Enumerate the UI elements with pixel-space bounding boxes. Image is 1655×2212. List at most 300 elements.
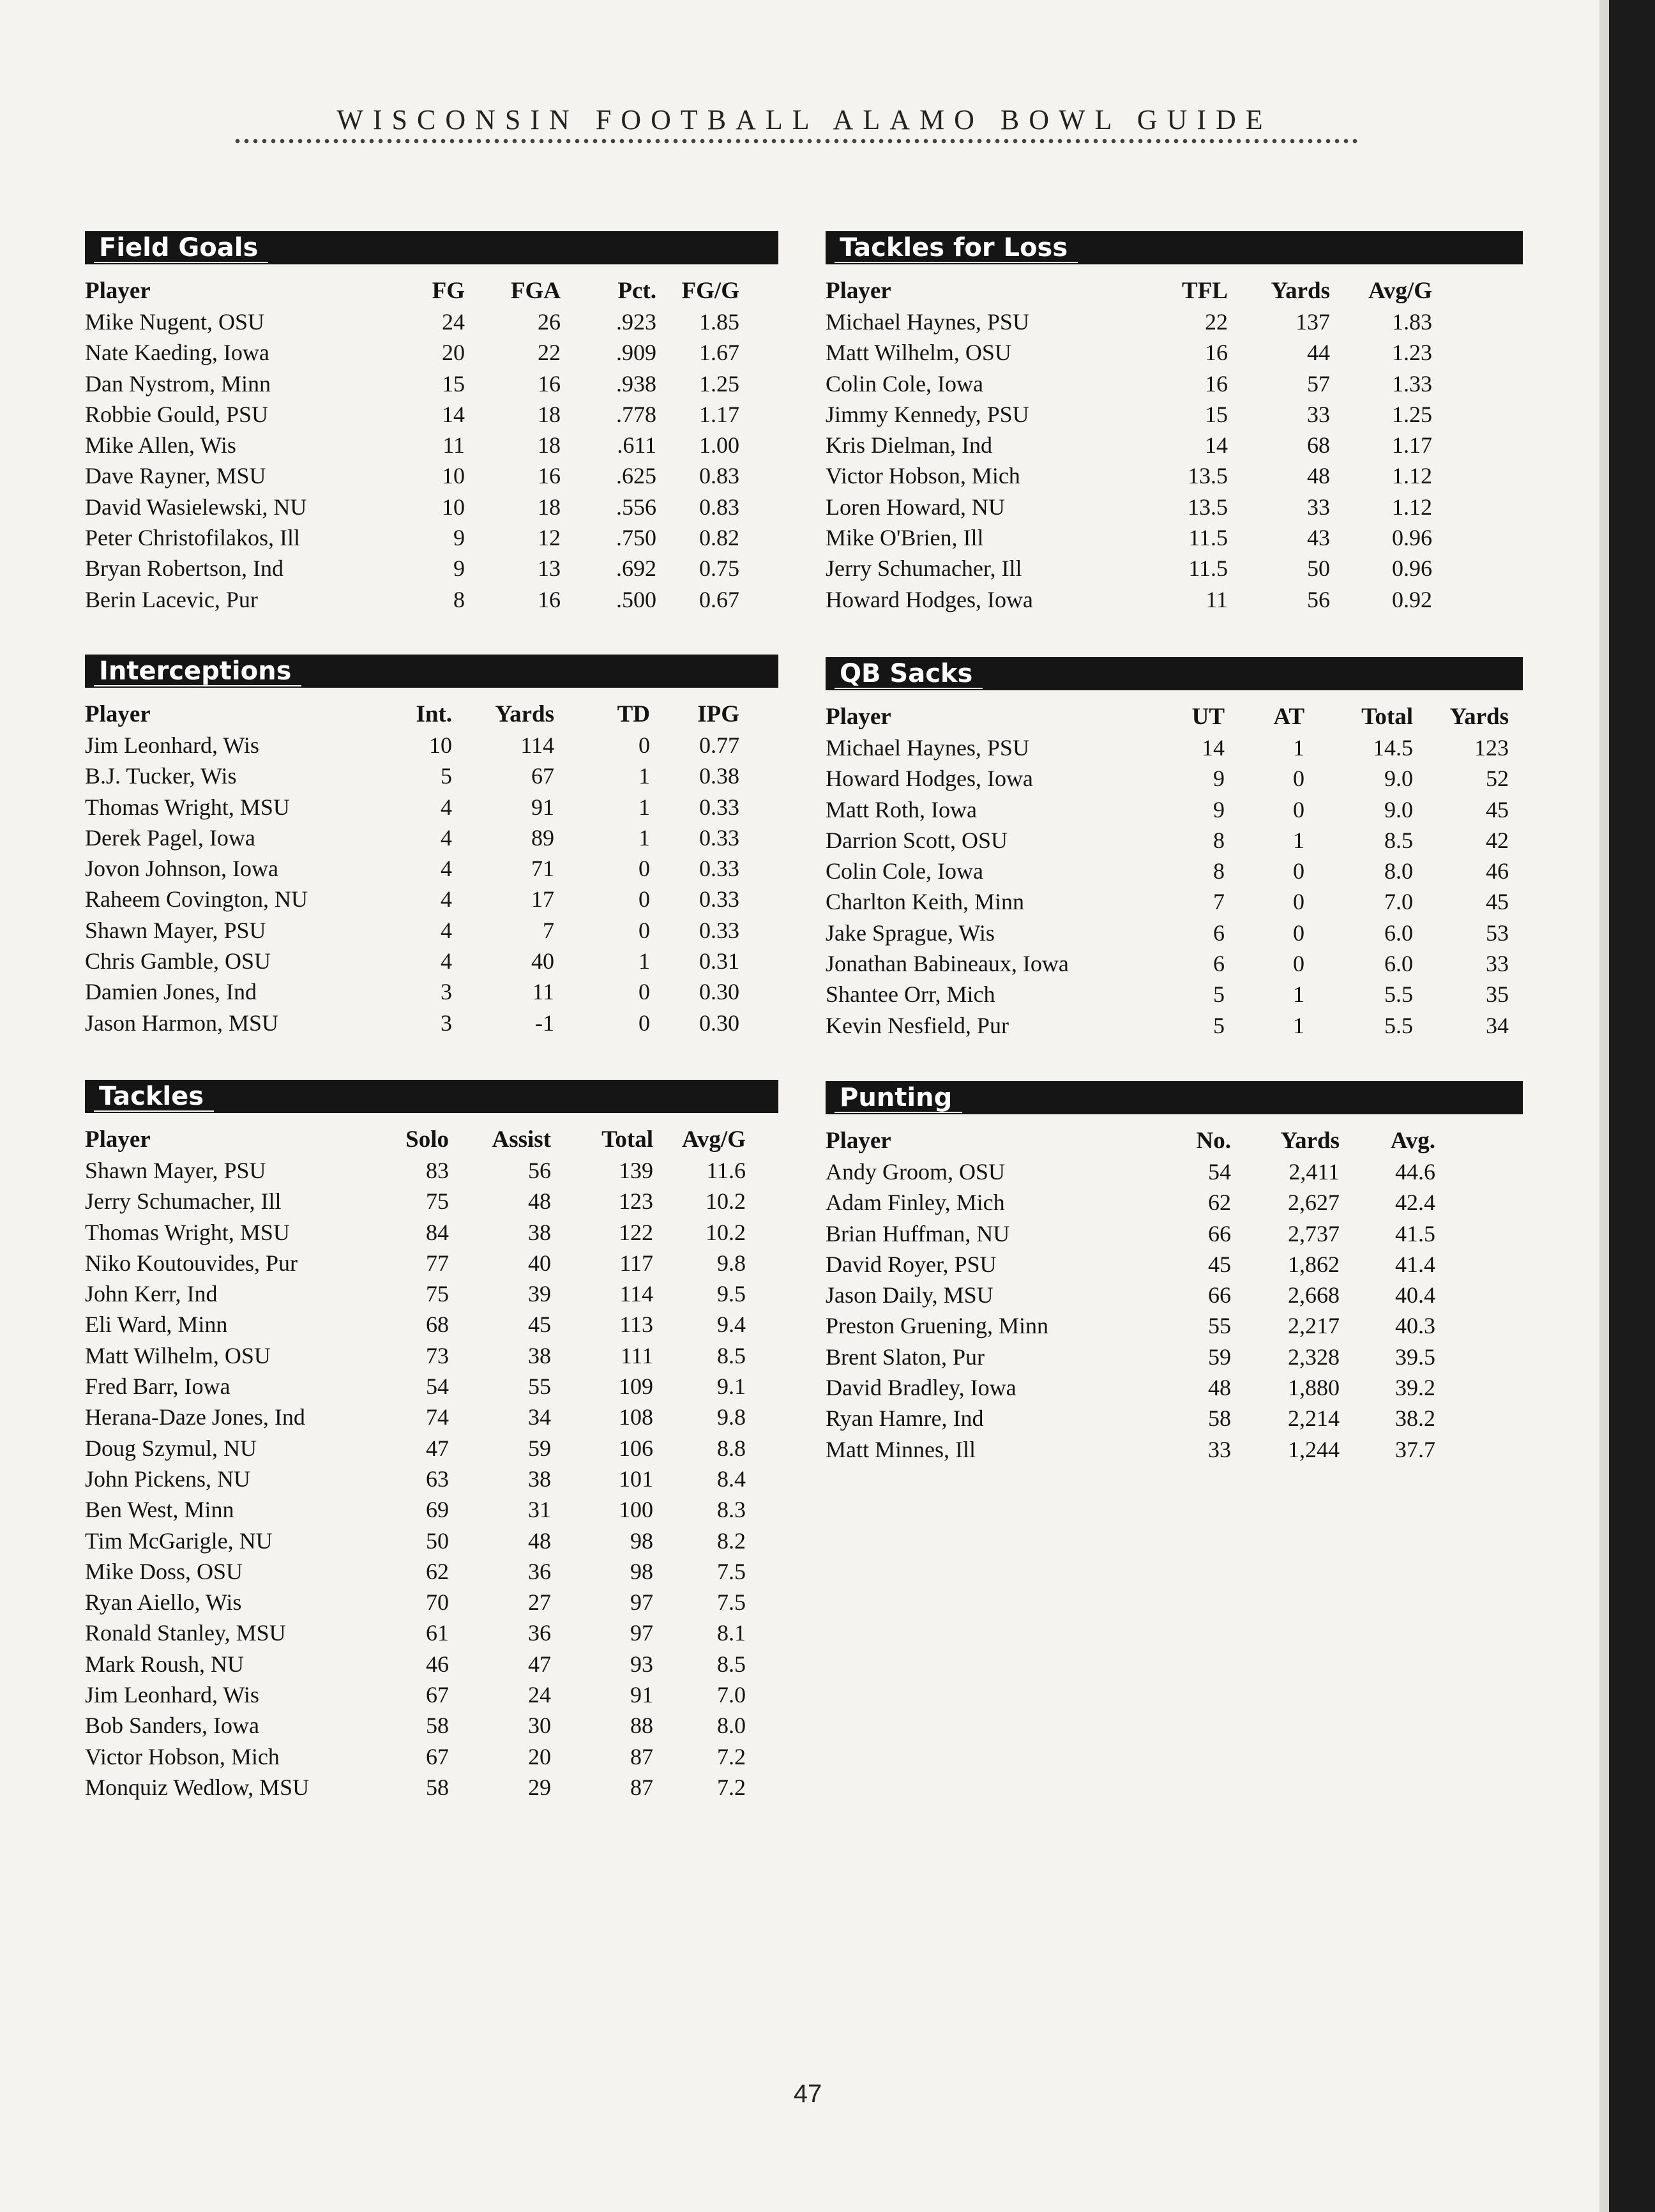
player-name-cell: Dave Rayner, MSU	[85, 463, 266, 489]
stat-cell: 52	[1486, 766, 1509, 792]
stat-cell: 22	[1205, 309, 1228, 335]
player-name-cell: Darrion Scott, OSU	[826, 827, 1008, 853]
stat-cell: 38	[528, 1342, 551, 1368]
stat-cell: 91	[531, 794, 554, 820]
stat-cell: 48	[1307, 463, 1330, 489]
stat-cell: 62	[1208, 1190, 1231, 1216]
player-name-cell: Jason Harmon, MSU	[85, 1010, 278, 1036]
stat-cell: 17	[531, 886, 554, 913]
player-name-cell: Thomas Wright, MSU	[85, 1219, 290, 1245]
stat-cell: 0	[639, 732, 650, 758]
stat-cell: 46	[1486, 858, 1509, 884]
stat-cell: 39	[528, 1281, 551, 1307]
table-row	[85, 1402, 746, 1432]
stat-cell: 106	[619, 1435, 653, 1461]
stat-cell: .611	[617, 432, 656, 458]
stat-cell: 55	[528, 1374, 551, 1400]
table-row	[85, 553, 739, 584]
stat-cell: 66	[1208, 1282, 1231, 1308]
stat-cell: 9.4	[717, 1312, 746, 1338]
stat-cell: 24	[442, 309, 465, 335]
stat-cell: 109	[619, 1374, 653, 1400]
stat-cell: 7.0	[1384, 889, 1413, 915]
stat-cell: 2,411	[1288, 1159, 1340, 1185]
stat-cell: 10.2	[706, 1219, 746, 1245]
table-row	[826, 337, 1432, 368]
table-row	[826, 553, 1432, 584]
stat-cell: 1	[1293, 981, 1304, 1008]
stat-cell: 1	[1293, 735, 1304, 761]
stat-cell: 0.30	[699, 979, 739, 1005]
table-row	[85, 368, 739, 399]
page-number: 47	[793, 2080, 822, 2108]
stat-cell: 12	[538, 525, 561, 551]
table-header-row	[826, 273, 1432, 307]
stat-cell: 14	[1205, 432, 1228, 458]
table-row	[85, 1772, 746, 1803]
punting-table	[826, 1123, 1435, 1465]
stat-cell: 67	[426, 1682, 449, 1708]
stat-cell: 3	[441, 1010, 452, 1036]
table-row	[85, 1186, 746, 1216]
stat-cell: 1.25	[699, 370, 739, 397]
stat-cell: 91	[630, 1682, 653, 1708]
stat-cell: 9	[1213, 796, 1225, 822]
stat-cell: 9.8	[717, 1250, 746, 1276]
player-name-cell: Adam Finley, Mich	[826, 1190, 1005, 1216]
table-row	[85, 584, 739, 615]
player-name-cell: John Pickens, NU	[85, 1466, 250, 1492]
player-name-cell: Shawn Mayer, PSU	[85, 1158, 266, 1183]
stat-cell: 1.17	[1392, 432, 1432, 458]
table-row	[826, 399, 1432, 430]
table-row	[826, 1342, 1435, 1372]
stat-cell: 7.2	[717, 1743, 746, 1769]
stat-cell: 59	[1208, 1344, 1231, 1370]
table-row	[85, 1526, 746, 1556]
running-header: WISCONSIN FOOTBALL ALAMO BOWL GUIDE	[336, 104, 1273, 135]
dotted-rule	[233, 137, 1361, 147]
stat-cell: 0.92	[1392, 586, 1432, 612]
player-name-cell: Jonathan Babineaux, Iowa	[826, 951, 1069, 977]
column-header: TD	[617, 701, 650, 727]
player-name-cell: Bob Sanders, Iowa	[85, 1713, 259, 1739]
column-header: Total	[1361, 703, 1413, 730]
stat-cell: 0	[1293, 889, 1304, 915]
stat-cell: 1.25	[1392, 401, 1432, 427]
player-name-cell: Michael Haynes, PSU	[826, 735, 1029, 761]
table-row	[85, 946, 739, 976]
table-row	[85, 1649, 746, 1679]
player-name-cell: Robbie Gould, PSU	[85, 401, 269, 427]
stat-cell: 16	[1205, 340, 1228, 366]
stat-cell: 5.5	[1384, 981, 1413, 1008]
stat-cell: 71	[531, 856, 554, 882]
stat-cell: 87	[630, 1774, 653, 1800]
table-row	[85, 522, 739, 553]
table-row	[85, 1309, 746, 1340]
player-name-cell: Ben West, Minn	[85, 1497, 234, 1523]
table-row	[826, 948, 1509, 979]
stat-cell: 0.75	[699, 556, 739, 582]
player-name-cell: Berin Lacevic, Pur	[85, 586, 258, 612]
stat-cell: 83	[426, 1158, 449, 1183]
stat-cell: 20	[528, 1743, 551, 1769]
column-header: Avg/G	[1368, 277, 1432, 304]
column-header: FGA	[510, 277, 561, 304]
section-title-bar	[826, 1081, 1523, 1114]
player-name-cell: Fred Barr, Iowa	[85, 1374, 230, 1400]
table-row	[85, 976, 739, 1007]
column-header: Player	[85, 701, 151, 727]
column-header: Avg/G	[681, 1126, 746, 1153]
stat-cell: 5.5	[1384, 1012, 1413, 1038]
column-header: No.	[1196, 1127, 1231, 1154]
stat-cell: 8.0	[717, 1713, 746, 1739]
stat-cell: 5	[1213, 981, 1225, 1008]
table-row	[85, 1371, 746, 1402]
stat-cell: 8.8	[717, 1435, 746, 1461]
stat-cell: 6	[1213, 951, 1225, 977]
stat-cell: 9.0	[1384, 796, 1413, 822]
stat-cell: 97	[630, 1620, 653, 1646]
table-row	[85, 853, 739, 884]
stat-cell: 75	[426, 1281, 449, 1307]
table-row	[826, 763, 1509, 794]
stat-cell: 30	[528, 1713, 551, 1739]
stat-cell: 98	[630, 1558, 653, 1584]
stat-cell: 2,737	[1288, 1220, 1340, 1246]
stat-cell: 47	[528, 1651, 551, 1677]
table-row	[85, 1556, 746, 1587]
player-name-cell: David Royer, PSU	[826, 1251, 997, 1277]
player-name-cell: Kevin Nesfield, Pur	[826, 1012, 1009, 1038]
stat-cell: 2,328	[1288, 1344, 1340, 1370]
stat-cell: 42	[1486, 827, 1509, 853]
tackles-table	[85, 1122, 746, 1803]
stat-cell: 123	[619, 1188, 653, 1215]
stat-cell: 0	[1293, 920, 1304, 946]
interceptions-table	[85, 697, 739, 1038]
stat-cell: 0	[1293, 796, 1304, 822]
stat-cell: 2,217	[1288, 1313, 1340, 1339]
stat-cell: 11.5	[1188, 525, 1228, 551]
player-name-cell: Bryan Robertson, Ind	[85, 556, 283, 582]
stat-cell: 0	[639, 917, 650, 943]
stat-cell: 7	[543, 917, 554, 943]
stat-cell: 10	[442, 494, 465, 520]
stat-cell: 56	[528, 1158, 551, 1183]
stat-cell: 0.83	[699, 463, 739, 489]
stat-cell: 4	[441, 917, 452, 943]
player-name-cell: Herana-Daze Jones, Ind	[85, 1404, 305, 1430]
stat-cell: 58	[1208, 1405, 1231, 1432]
stat-cell: 45	[1486, 889, 1509, 915]
stat-cell: 6.0	[1384, 951, 1413, 977]
table-header-row	[85, 1122, 746, 1155]
stat-cell: 0	[639, 1010, 650, 1036]
table-row	[85, 1741, 746, 1772]
player-name-cell: Colin Cole, Iowa	[826, 858, 983, 884]
table-row	[826, 1218, 1435, 1249]
stat-cell: 11.5	[1188, 556, 1228, 582]
stat-cell: 0.96	[1392, 556, 1432, 582]
column-header: Yards	[1271, 277, 1330, 304]
section-title: Tackles	[94, 1082, 214, 1112]
player-name-cell: Kris Dielman, Ind	[826, 432, 992, 458]
stat-cell: 75	[426, 1188, 449, 1215]
stat-cell: 0.30	[699, 1010, 739, 1036]
stat-cell: 41.5	[1395, 1220, 1435, 1246]
stat-cell: 0.77	[699, 732, 739, 758]
stat-cell: 1.17	[699, 401, 739, 427]
stat-cell: 55	[1208, 1313, 1231, 1339]
table-row	[85, 492, 739, 522]
page-edge	[1599, 0, 1609, 2212]
player-name-cell: Michael Haynes, PSU	[826, 309, 1029, 335]
stat-cell: 38	[528, 1466, 551, 1492]
player-name-cell: Derek Pagel, Iowa	[85, 824, 255, 851]
stat-cell: 50	[1307, 556, 1330, 582]
stat-cell: .625	[616, 463, 656, 489]
column-header: Int.	[416, 701, 452, 727]
stat-cell: 8.4	[717, 1466, 746, 1492]
table-row	[85, 1587, 746, 1617]
player-name-cell: Jason Daily, MSU	[826, 1282, 994, 1308]
stat-cell: 31	[528, 1497, 551, 1523]
table-row	[826, 460, 1432, 491]
player-name-cell: Matt Roth, Iowa	[826, 796, 977, 822]
stat-cell: 0.33	[699, 886, 739, 913]
stat-cell: 73	[426, 1342, 449, 1368]
column-header: Yards	[1449, 703, 1509, 730]
table-row	[85, 1155, 746, 1186]
stat-cell: 1	[639, 948, 650, 974]
player-name-cell: Loren Howard, NU	[826, 494, 1005, 520]
stat-cell: 8.5	[717, 1342, 746, 1368]
stat-cell: 20	[442, 340, 465, 366]
stat-cell: 33	[1208, 1436, 1231, 1462]
stat-cell: 5	[1213, 1012, 1225, 1038]
player-name-cell: Mike Doss, OSU	[85, 1558, 243, 1584]
stat-cell: 44	[1307, 340, 1330, 366]
column-header: UT	[1191, 703, 1225, 730]
stat-cell: 0	[639, 979, 650, 1005]
column-header: FG	[432, 277, 465, 304]
column-header: Player	[826, 1127, 891, 1154]
stat-cell: 101	[619, 1466, 653, 1492]
table-row	[826, 368, 1432, 399]
stat-cell: 40	[531, 948, 554, 974]
table-row	[826, 794, 1509, 825]
stat-cell: 9.1	[717, 1374, 746, 1400]
player-name-cell: Matt Wilhelm, OSU	[826, 340, 1011, 366]
table-row	[85, 1340, 746, 1371]
stat-cell: .923	[616, 309, 656, 335]
stat-cell: 1.12	[1392, 463, 1432, 489]
stat-cell: 117	[619, 1250, 653, 1276]
table-row	[826, 522, 1432, 553]
stat-cell: 33	[1486, 951, 1509, 977]
stat-cell: 18	[538, 432, 561, 458]
stat-cell: 7.2	[717, 1774, 746, 1800]
stat-cell: 2,668	[1288, 1282, 1340, 1308]
table-row	[826, 1249, 1435, 1280]
stat-cell: 54	[1208, 1159, 1231, 1185]
stat-cell: 48	[528, 1188, 551, 1215]
player-name-cell: Tim McGarigle, NU	[85, 1527, 273, 1554]
table-row	[826, 492, 1432, 522]
stat-cell: 11	[1205, 586, 1228, 612]
stat-cell: 0	[639, 856, 650, 882]
stat-cell: 88	[630, 1713, 653, 1739]
column-header: IPG	[697, 701, 739, 727]
stat-cell: 7.5	[717, 1589, 746, 1616]
stat-cell: 58	[426, 1713, 449, 1739]
stat-cell: 69	[426, 1497, 449, 1523]
stat-cell: 1,244	[1288, 1436, 1340, 1462]
stat-cell: 4	[441, 824, 452, 851]
stat-cell: 11.6	[706, 1158, 746, 1183]
stat-cell: 8	[453, 586, 465, 612]
stat-cell: 39.5	[1395, 1344, 1435, 1370]
table-row	[826, 1310, 1435, 1341]
stat-cell: 6	[1213, 920, 1225, 946]
table-row	[85, 430, 739, 460]
stat-cell: 14.5	[1373, 735, 1413, 761]
stat-cell: 9	[1213, 766, 1225, 792]
stat-cell: 0	[639, 886, 650, 913]
stat-cell: 1.83	[1392, 309, 1432, 335]
section-title: QB Sacks	[835, 660, 983, 689]
player-name-cell: John Kerr, Ind	[85, 1281, 218, 1307]
stat-cell: .556	[616, 494, 656, 520]
stat-cell: 9.8	[717, 1404, 746, 1430]
section-title-bar	[85, 231, 778, 264]
player-name-cell: Andy Groom, OSU	[826, 1159, 1006, 1185]
table-row	[826, 1403, 1435, 1434]
table-row	[85, 792, 739, 822]
stat-cell: 34	[1486, 1012, 1509, 1038]
stat-cell: 53	[1486, 920, 1509, 946]
stat-cell: 4	[441, 948, 452, 974]
punting-section	[826, 1081, 1523, 1465]
stat-cell: .778	[616, 401, 656, 427]
column-header: TFL	[1182, 277, 1228, 304]
player-name-cell: Howard Hodges, Iowa	[826, 766, 1033, 792]
player-name-cell: Charlton Keith, Minn	[826, 889, 1024, 915]
stat-cell: 9	[453, 525, 465, 551]
table-row	[826, 1156, 1435, 1187]
stat-cell: 48	[528, 1527, 551, 1554]
player-name-cell: Victor Hobson, Mich	[826, 463, 1020, 489]
table-row	[826, 1187, 1435, 1218]
player-name-cell: Ryan Aiello, Wis	[85, 1589, 242, 1616]
player-name-cell: David Wasielewski, NU	[85, 494, 307, 520]
player-name-cell: Shantee Orr, Mich	[826, 981, 995, 1008]
player-name-cell: Jake Sprague, Wis	[826, 920, 995, 946]
stat-cell: 1,862	[1288, 1251, 1340, 1277]
stat-cell: 27	[528, 1589, 551, 1616]
player-name-cell: Preston Gruening, Minn	[826, 1313, 1048, 1339]
stat-cell: 8.3	[717, 1497, 746, 1523]
player-name-cell: Jim Leonhard, Wis	[85, 732, 259, 758]
stat-cell: 18	[538, 401, 561, 427]
stat-cell: 8.5	[717, 1651, 746, 1677]
stat-cell: 16	[538, 463, 561, 489]
stat-cell: 68	[426, 1312, 449, 1338]
qb-sacks-table	[826, 699, 1509, 1041]
stat-cell: 46	[426, 1651, 449, 1677]
stat-cell: 38.2	[1395, 1405, 1435, 1432]
stat-cell: 1	[639, 794, 650, 820]
section-title: Interceptions	[94, 657, 301, 686]
stat-cell: 2,214	[1288, 1405, 1340, 1432]
table-row	[826, 732, 1509, 763]
stat-cell: 41.4	[1395, 1251, 1435, 1277]
table-row	[85, 1278, 746, 1309]
table-row	[826, 1280, 1435, 1310]
stat-cell: 111	[620, 1342, 653, 1368]
stat-cell: 114	[520, 732, 554, 758]
stat-cell: 40	[528, 1250, 551, 1276]
table-row	[826, 1010, 1509, 1041]
stat-cell: 18	[538, 494, 561, 520]
player-name-cell: Ryan Hamre, Ind	[826, 1405, 984, 1432]
stat-cell: 87	[630, 1743, 653, 1769]
table-row	[85, 460, 739, 491]
stat-cell: 0.82	[699, 525, 739, 551]
section-title-bar	[85, 1080, 778, 1113]
column-header: Assist	[492, 1126, 551, 1153]
stat-cell: 57	[1307, 370, 1330, 397]
column-header: Player	[826, 703, 891, 730]
stat-cell: 1.12	[1392, 494, 1432, 520]
stat-cell: 13.5	[1188, 494, 1228, 520]
table-row	[85, 399, 739, 430]
stat-cell: 9	[453, 556, 465, 582]
stat-cell: 98	[630, 1527, 653, 1554]
stat-cell: 36	[528, 1558, 551, 1584]
tackles-section	[85, 1080, 778, 1803]
player-name-cell: Doug Szymul, NU	[85, 1435, 257, 1461]
player-name-cell: Thomas Wright, MSU	[85, 794, 290, 820]
section-title: Punting	[835, 1084, 962, 1113]
stat-cell: 8.0	[1384, 858, 1413, 884]
column-header: Avg.	[1390, 1127, 1435, 1154]
player-name-cell: Mike O'Brien, Ill	[826, 525, 984, 551]
stat-cell: 1.85	[699, 309, 739, 335]
interceptions-section	[85, 655, 778, 1038]
stat-cell: 13.5	[1188, 463, 1228, 489]
table-header-row	[826, 699, 1509, 732]
player-name-cell: Colin Cole, Iowa	[826, 370, 983, 397]
stat-cell: 14	[1202, 735, 1225, 761]
stat-cell: .750	[616, 525, 656, 551]
table-row	[85, 1494, 746, 1525]
column-header: Yards	[495, 701, 554, 727]
player-name-cell: Jovon Johnson, Iowa	[85, 856, 278, 882]
player-name-cell: Brian Huffman, NU	[826, 1220, 1010, 1246]
tackles-for-loss-section	[826, 231, 1523, 615]
column-header: Total	[601, 1126, 653, 1153]
column-header: Player	[85, 277, 151, 304]
player-name-cell: Jim Leonhard, Wis	[85, 1682, 259, 1708]
table-row	[85, 337, 739, 368]
stat-cell: 0	[1293, 858, 1304, 884]
table-row	[826, 825, 1509, 856]
stat-cell: 45	[1208, 1251, 1231, 1277]
